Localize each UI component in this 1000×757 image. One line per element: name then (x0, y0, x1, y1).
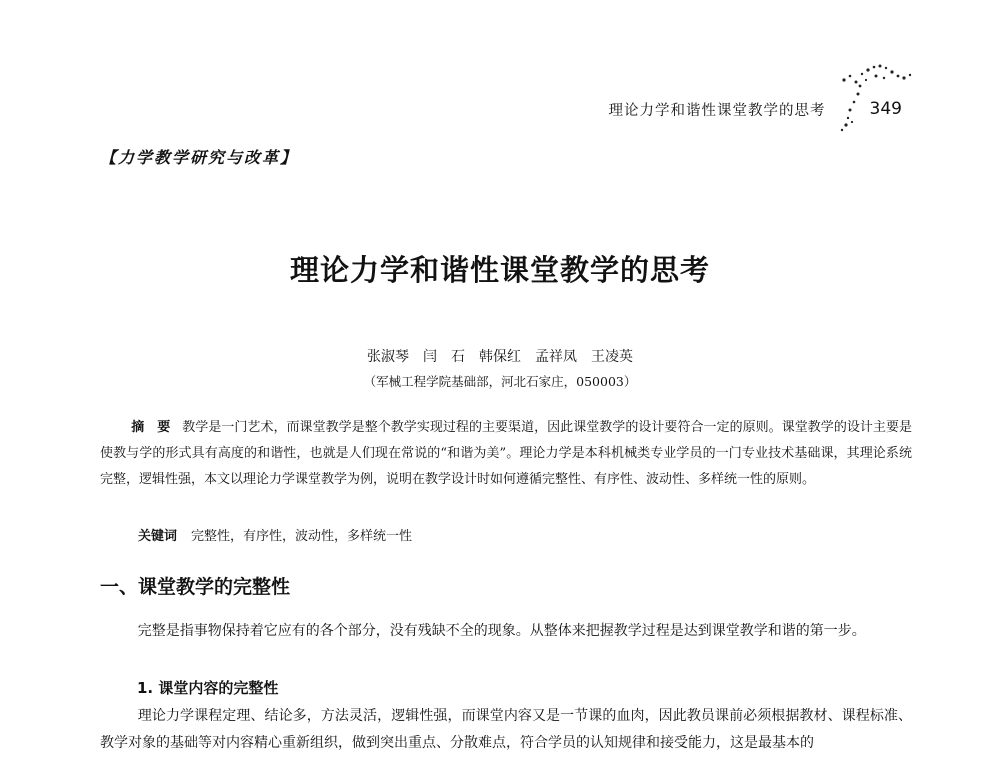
body-paragraph: 理论力学课程定理、结论多，方法灵活，逻辑性强，而课堂内容又是一节课的血肉，因此教员课前必须根据教材、课程标准、教学对象的基础等对内容精心重新组织，做到突出重点、分散难点，符合学员的认知规律和接受能力，这是最基本的 (100, 708, 912, 751)
ornament-dot (885, 67, 887, 69)
ornament-dot (842, 78, 845, 81)
ornament-dot (859, 85, 862, 88)
ornament-dot (902, 76, 905, 79)
abstract (100, 415, 912, 493)
ornament-dot (849, 75, 852, 78)
ornament-dot (865, 79, 867, 81)
ornament-dot (849, 109, 852, 112)
subsection-heading: 1. 课堂内容的完整性 (137, 679, 279, 697)
page-number: 349 (869, 99, 902, 119)
ornament-dot (909, 74, 911, 76)
ornament-dot (890, 70, 893, 73)
ornament-dot (844, 123, 847, 126)
keywords-text: 完整性，有序性，波动性，多样统一性 (191, 529, 413, 544)
ornament-dot (851, 121, 853, 123)
affiliation: （军械工程学院基础部，河北石家庄，050003） (363, 374, 637, 389)
ornament-dot (897, 75, 900, 78)
authors: 张淑琴 闫 石 韩保红 孟祥凤 王凌英 (367, 349, 633, 365)
ornament-dot (861, 73, 863, 75)
ornament-dot (883, 77, 885, 79)
keywords (138, 525, 412, 544)
body-paragraph: 完整是指事物保持着它应有的各个部分，没有残缺不全的现象。从整体来把握教学过程是达到课堂教学和谐的第一步。 (137, 623, 866, 639)
keywords-label: 关键词 (138, 529, 178, 544)
ornament-dot (875, 75, 878, 78)
ornament-dot (841, 129, 843, 131)
ornament-dot (853, 101, 856, 104)
article-title: 理论力学和谐性课堂教学的思考 (289, 253, 710, 287)
section-heading: 一、课堂教学的完整性 (100, 576, 291, 598)
ornament-dot (855, 81, 858, 84)
ornament-dot (847, 117, 849, 119)
ornament-dot (879, 65, 882, 68)
abstract-text: 教学是一门艺术，而课堂教学是整个教学实现过程的主要渠道，因此课堂教学的设计要符合一定的原则。课堂教学的设计主要是使教与学的形式具有高度的和谐性，也就是人们现在常说的“和谐为美”。理论力学是本科机械类专业学员的一门专业技术基础课，其理论系统完整，逻辑性强，本文以理论力学课堂教学为例，说明在教学设计时如何遵循完整性、有序性、波动性、多样统一性的原则。 (100, 420, 912, 487)
ornament-dot (873, 66, 876, 69)
corner-ornament (820, 62, 930, 134)
ornament-dot (857, 93, 860, 96)
ornament-dot (866, 68, 869, 71)
running-title: 理论力学和谐性课堂教学的思考 (608, 102, 826, 119)
abstract-label: 摘 要 (131, 420, 171, 435)
column-label: 【力学教学研究与改革】 (100, 148, 299, 167)
